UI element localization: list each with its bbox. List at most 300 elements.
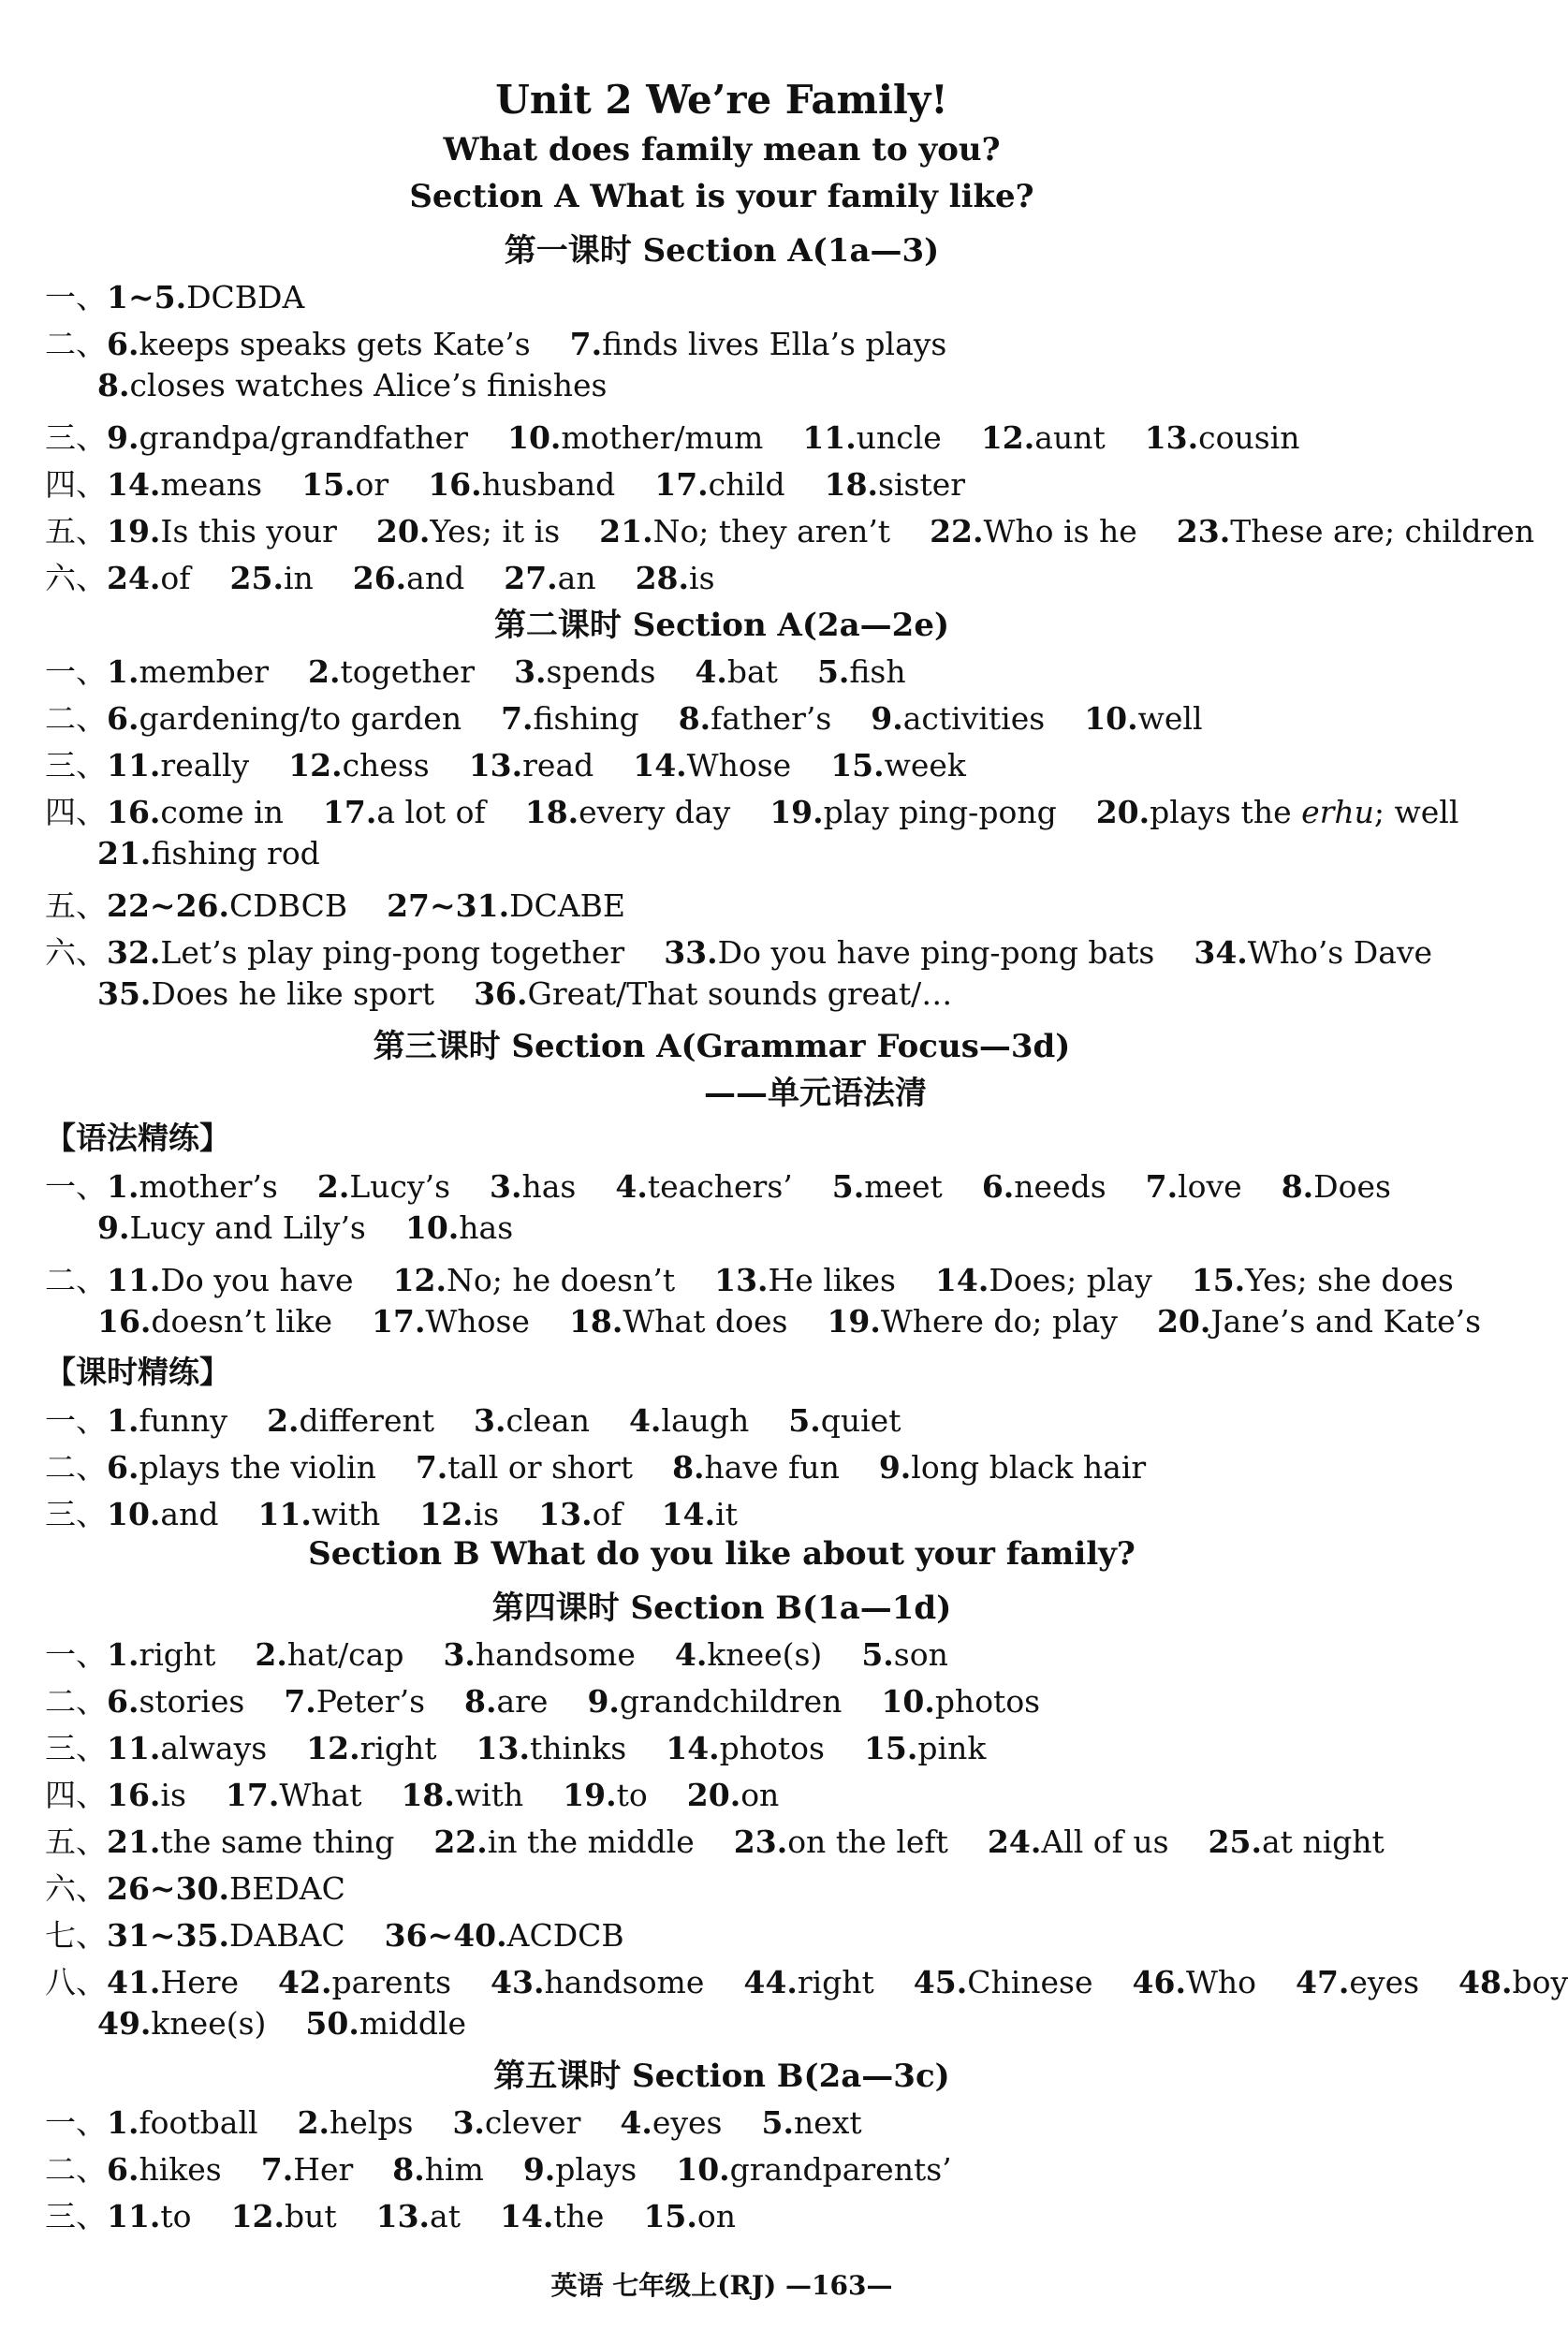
answer-item (525, 794, 730, 830)
answer-item (664, 934, 1154, 971)
question-number: 11. (107, 1262, 161, 1298)
answer-item (982, 1168, 1106, 1205)
question-number: 18. (401, 1777, 455, 1813)
answer-text: No; they aren’t (652, 513, 891, 549)
answer-text: of (592, 1496, 623, 1532)
answer-text: Yes; she does (1245, 1262, 1454, 1298)
question-number: 13. (1144, 419, 1199, 456)
answer-text: activities (902, 700, 1046, 737)
answer-text: plays the violin (139, 1449, 376, 1486)
answer-item (392, 2151, 484, 2188)
answer-text: Great/That sounds great/… (527, 975, 953, 1012)
answer-item (255, 1636, 403, 1673)
answer-text: mother’s (139, 1168, 278, 1205)
question-number: 3. (490, 1168, 522, 1205)
answer-text: is (689, 560, 715, 596)
question-group-marker: 六、 (45, 1870, 107, 1907)
lesson-3-subtitle: ——单元语法清 (704, 1075, 927, 1112)
question-number: 26~30. (107, 1870, 229, 1907)
lesson-2-title: 第二课时 Section A(2a—2e) (493, 607, 950, 644)
answer-item (298, 2104, 414, 2141)
answer-text: needs (1014, 1168, 1106, 1205)
answer-text: teachers’ (647, 1168, 793, 1205)
answer-item (464, 1683, 548, 1720)
question-number: 17. (322, 794, 377, 830)
lesson-5-title: 第五课时 Section B(2a—3c) (493, 2058, 950, 2095)
question-number: 8. (678, 700, 711, 737)
answer-item (107, 1683, 244, 1720)
answer-item (620, 2104, 722, 2141)
answer-item (261, 2151, 354, 2188)
question-number: 2. (267, 1402, 300, 1439)
answer-text: aunt (1034, 419, 1106, 456)
answer-text: week (884, 747, 966, 784)
question-number: 41. (107, 1964, 161, 2000)
answer-item (306, 1730, 436, 1766)
question-number: 10. (506, 419, 562, 456)
question-group-marker: 三、 (45, 1730, 107, 1766)
answer-line (45, 1865, 345, 1909)
answer-text: on (696, 2198, 736, 2234)
answer-text: Peter’s (315, 1683, 426, 1720)
answer-text: clean (506, 1402, 590, 1439)
question-number: 18. (568, 1303, 623, 1340)
answer-line (45, 1771, 779, 1815)
question-number: 36~40. (384, 1917, 507, 1954)
answer-item (636, 560, 715, 596)
answer-text: the (553, 2198, 605, 2234)
answer-item (714, 1262, 896, 1298)
answer-item (695, 653, 778, 690)
question-number: 16. (107, 794, 161, 830)
answer-text: gardening/to garden (139, 700, 462, 737)
answer-item (832, 1168, 943, 1205)
answer-text: He likes (768, 1262, 896, 1298)
answer-text: ; well (1373, 794, 1459, 830)
answer-text: and (406, 560, 465, 596)
answer-text: together (340, 653, 476, 690)
answer-text: chess (342, 747, 430, 784)
answer-line (45, 1397, 901, 1441)
question-number: 6. (981, 1168, 1015, 1205)
answer-text: knee(s) (151, 2005, 267, 2042)
answer-item (930, 513, 1137, 549)
answer-text: Does; play (989, 1262, 1152, 1298)
answer-line (45, 554, 715, 598)
question-group-marker: 三、 (45, 419, 107, 456)
answer-text: are (496, 1683, 549, 1720)
question-number: 17. (654, 466, 709, 503)
answer-item (514, 653, 655, 690)
question-number: 19. (827, 1303, 881, 1340)
answer-item (935, 1262, 1152, 1298)
answer-item (226, 1777, 362, 1813)
answer-item (278, 1964, 451, 2000)
question-number: 5. (861, 1636, 894, 1673)
question-number: 48. (1458, 1964, 1513, 2000)
answer-item (405, 1209, 513, 1246)
answer-text: Let’s play ping-pong together (160, 934, 625, 971)
answer-text: What does (623, 1303, 788, 1340)
question-number: 21. (599, 513, 653, 549)
question-number: 7. (260, 2151, 294, 2188)
question-number: 13. (714, 1262, 769, 1298)
question-group-marker: 一、 (45, 2104, 107, 2141)
question-number: 19. (107, 513, 161, 549)
section-b-title: Section B What do you like about your family? (308, 1535, 1136, 1573)
question-number: 12. (392, 1262, 447, 1298)
answer-item (666, 1730, 825, 1766)
answer-item (107, 887, 347, 924)
question-number: 3. (474, 1402, 506, 1439)
answer-text: grandchildren (619, 1683, 843, 1720)
answer-text: funny (139, 1402, 228, 1439)
question-number: 32. (107, 934, 161, 971)
answer-item (1145, 419, 1300, 456)
answer-item (861, 1636, 948, 1673)
unit-question: What does family mean to you? (443, 131, 1001, 168)
answer-text: keeps speaks gets Kate’s (139, 326, 531, 362)
answer-item (97, 1209, 366, 1246)
question-number: 15. (643, 2198, 697, 2234)
answer-text: DABAC (229, 1917, 345, 1954)
answer-line (45, 741, 966, 785)
answer-text: Where do; play (880, 1303, 1118, 1340)
answer-line (97, 2005, 466, 2042)
question-number: 12. (419, 1496, 474, 1532)
question-number: 5. (816, 653, 850, 690)
question-number: 10. (404, 1209, 460, 1246)
question-number: 22. (433, 1824, 488, 1860)
answer-item (107, 1449, 376, 1486)
question-number: 20. (1095, 794, 1150, 830)
question-number: 17. (372, 1303, 426, 1340)
answer-text: father’s (711, 700, 832, 737)
question-group-marker: 一、 (45, 1402, 107, 1439)
answer-text: closes watches Alice’s finishes (129, 367, 608, 403)
grammar-practice-tag: 【语法精练】 (45, 1120, 230, 1156)
answer-item (107, 419, 468, 456)
question-number: 15. (301, 466, 356, 503)
question-number: 27~31. (387, 887, 510, 924)
answer-text: but (284, 2198, 337, 2234)
question-number: 12. (230, 2198, 285, 2234)
answer-text: Who is he (983, 513, 1137, 549)
question-number: 4. (695, 653, 727, 690)
question-group-marker: 二、 (45, 1262, 107, 1298)
answer-item (107, 700, 462, 737)
answer-line (45, 1631, 948, 1675)
answer-item (1282, 1168, 1391, 1205)
question-number: 5. (831, 1168, 865, 1205)
question-number: 3. (443, 1636, 476, 1673)
answer-item (323, 794, 486, 830)
question-number: 10. (881, 1683, 935, 1720)
answer-text: mother/mum (561, 419, 764, 456)
question-group-marker: 一、 (45, 1168, 107, 1205)
answer-item (864, 1730, 986, 1766)
answer-text: plays the (1150, 794, 1302, 830)
answer-text: member (139, 653, 269, 690)
answer-text: husband (481, 466, 616, 503)
question-number: 6. (107, 1449, 139, 1486)
question-number: 12. (306, 1730, 360, 1766)
question-number: 7. (501, 700, 534, 737)
answer-item (679, 700, 832, 737)
answer-line (45, 1818, 1385, 1862)
question-number: 11. (107, 747, 161, 784)
answer-item (827, 1303, 1118, 1340)
answer-item (107, 513, 337, 549)
answer-item (107, 794, 284, 830)
answer-item (107, 747, 249, 784)
answer-item (284, 1683, 425, 1720)
question-number: 19. (769, 794, 824, 830)
question-group-marker: 三、 (45, 2198, 107, 2234)
answer-text: football (139, 2104, 258, 2141)
answer-text: All of us (1041, 1824, 1169, 1860)
question-number: 13. (476, 1730, 530, 1766)
answer-text: doesn’t like (151, 1303, 333, 1340)
answer-text: at night (1261, 1824, 1385, 1860)
answer-line (45, 507, 1534, 551)
answer-text: middle (359, 2005, 467, 2042)
answer-line (45, 2099, 862, 2143)
answer-line (45, 1724, 986, 1768)
question-number: 31~35. (107, 1917, 229, 1954)
answer-text: grandpa/grandfather (139, 419, 468, 456)
question-number: 20. (375, 513, 431, 549)
answer-item (629, 1402, 749, 1439)
answer-item (288, 747, 430, 784)
answer-text: No; he doesn’t (447, 1262, 676, 1298)
answer-item (914, 1964, 1093, 2000)
answer-item (687, 1777, 780, 1813)
answer-item (981, 419, 1106, 456)
question-number: 14. (661, 1496, 716, 1532)
answer-item (443, 1636, 635, 1673)
answer-text: DCBDA (186, 279, 305, 315)
answer-text: laugh (661, 1402, 750, 1439)
answer-item (107, 1636, 215, 1673)
answer-item (734, 1824, 948, 1860)
question-number: 1. (107, 653, 139, 690)
answer-text: handsome (475, 1636, 636, 1673)
question-number: 16. (97, 1303, 152, 1340)
answer-text: on the left (787, 1824, 948, 1860)
answer-item (523, 2151, 637, 2188)
question-number: 25. (1208, 1824, 1262, 1860)
question-number: 4. (615, 1168, 648, 1205)
answer-item (107, 1870, 345, 1907)
answer-text: Does (1313, 1168, 1391, 1205)
question-number: 24. (987, 1824, 1042, 1860)
question-number: 7. (569, 326, 603, 362)
question-number: 7. (284, 1683, 316, 1720)
answer-item (393, 1262, 676, 1298)
question-number: 12. (288, 747, 343, 784)
lesson-4-title: 第四课时 Section B(1a—1d) (491, 1589, 952, 1627)
question-group-marker: 二、 (45, 326, 107, 362)
question-number: 28. (635, 560, 690, 596)
answer-text: of (160, 560, 191, 596)
answer-item (988, 1824, 1169, 1860)
answer-italic-text: erhu (1301, 794, 1374, 830)
answer-item (881, 1683, 1040, 1720)
answer-text: photos (934, 1683, 1041, 1720)
answer-text: in the middle (487, 1824, 695, 1860)
question-number: 12. (980, 419, 1035, 456)
answer-item (97, 367, 607, 403)
answer-line (97, 835, 320, 872)
answer-item (419, 1496, 499, 1532)
answer-line (45, 273, 304, 317)
answer-item (1192, 1262, 1454, 1298)
answer-item (879, 1449, 1146, 1486)
answer-item (257, 1496, 380, 1532)
question-number: 1~5. (107, 279, 187, 315)
answer-text: come in (160, 794, 284, 830)
answer-item (107, 466, 262, 503)
question-group-marker: 一、 (45, 1636, 107, 1673)
answer-text: with (311, 1496, 381, 1532)
question-number: 14. (633, 747, 687, 784)
answer-text: means (160, 466, 263, 503)
question-number: 16. (107, 1777, 161, 1813)
question-number: 42. (278, 1964, 332, 2000)
question-group-marker: 四、 (45, 1777, 107, 1813)
answer-item (769, 794, 1057, 830)
answer-line (97, 975, 952, 1012)
answer-text: uncle (856, 419, 942, 456)
lesson-practice-tag: 【课时精练】 (45, 1354, 230, 1390)
question-number: 49. (97, 2005, 152, 2042)
answer-text: pink (917, 1730, 987, 1766)
answer-text: Do you have (160, 1262, 354, 1298)
question-number: 19. (563, 1777, 617, 1813)
answer-item (372, 1303, 530, 1340)
answer-text: it (715, 1496, 738, 1532)
answer-text: in (283, 560, 314, 596)
question-number: 17. (225, 1777, 280, 1813)
answer-text: right (359, 1730, 437, 1766)
question-number: 2. (255, 1636, 287, 1673)
answer-text: Is this your (160, 513, 337, 549)
answer-text: Here (160, 1964, 240, 2000)
question-number: 45. (913, 1964, 968, 2000)
answer-item (231, 2198, 337, 2234)
answer-item (107, 1777, 186, 1813)
answer-item (476, 1730, 627, 1766)
question-number: 1. (107, 1402, 139, 1439)
answer-text: has (459, 1209, 514, 1246)
question-group-marker: 五、 (45, 887, 107, 924)
answer-text: handsome (544, 1964, 705, 2000)
answer-text: always (160, 1730, 268, 1766)
question-number: 24. (107, 560, 161, 596)
answer-item (416, 1449, 633, 1486)
answer-line (45, 1256, 1454, 1300)
question-number: 8. (392, 2151, 425, 2188)
answer-item (587, 1683, 842, 1720)
question-number: 10. (1084, 700, 1138, 737)
answer-text: child (708, 466, 785, 503)
question-number: 15. (1191, 1262, 1246, 1298)
answer-text: knee(s) (707, 1636, 823, 1673)
answer-item (1177, 513, 1534, 549)
answer-item (1084, 700, 1202, 737)
answer-text: helps (330, 2104, 414, 2141)
answer-text: clever (484, 2104, 581, 2141)
answer-item (825, 466, 965, 503)
page-footer: 英语 七年级上(RJ) —163— (550, 2270, 893, 2301)
answer-item (538, 1496, 623, 1532)
question-number: 1. (107, 2104, 139, 2141)
answer-text: Her (293, 2151, 354, 2188)
answer-line (45, 461, 965, 505)
question-group-marker: 四、 (45, 794, 107, 830)
answer-item (230, 560, 314, 596)
question-number: 11. (107, 1730, 161, 1766)
answer-text: spends (546, 653, 656, 690)
question-group-marker: 五、 (45, 1824, 107, 1860)
question-number: 13. (468, 747, 523, 784)
answer-text: read (522, 747, 594, 784)
answer-text: boy (1512, 1964, 1568, 2000)
question-group-marker: 一、 (45, 279, 107, 315)
question-number: 7. (415, 1449, 448, 1486)
question-number: 20. (1156, 1303, 1211, 1340)
answer-text: to (160, 2198, 192, 2234)
answer-item (633, 747, 791, 784)
question-number: 23. (733, 1824, 788, 1860)
question-number: 1. (107, 1168, 139, 1205)
question-group-marker: 二、 (45, 700, 107, 737)
answer-text: tall or short (447, 1449, 634, 1486)
question-number: 5. (788, 1402, 821, 1439)
answer-text: at (430, 2198, 461, 2234)
answer-item (107, 1730, 267, 1766)
answer-item (643, 2198, 736, 2234)
question-number: 3. (452, 2104, 485, 2141)
answer-item (507, 419, 763, 456)
question-group-marker: 二、 (45, 2151, 107, 2188)
answer-item (107, 1824, 394, 1860)
answer-item (1146, 1168, 1242, 1205)
answer-item (387, 887, 625, 924)
answer-item (107, 2151, 222, 2188)
answer-text: parents (331, 1964, 452, 2000)
answer-text: have fun (704, 1449, 840, 1486)
answer-text: son (893, 1636, 948, 1673)
answer-item (1458, 1964, 1568, 2000)
answer-item (97, 975, 434, 1012)
question-number: 1. (107, 1636, 139, 1673)
answer-text: or (355, 466, 389, 503)
answer-text: finds lives Ella’s plays (602, 326, 947, 362)
answer-item (301, 466, 388, 503)
question-number: 26. (352, 560, 407, 596)
answer-text: really (160, 747, 250, 784)
answer-text: right (139, 1636, 216, 1673)
answer-text: Chinese (967, 1964, 1093, 2000)
answer-text: long black hair (911, 1449, 1147, 1486)
question-number: 2. (297, 2104, 330, 2141)
question-number: 50. (305, 2005, 359, 2042)
question-group-marker: 二、 (45, 1449, 107, 1486)
question-number: 2. (308, 653, 341, 690)
question-number: 14. (499, 2198, 554, 2234)
